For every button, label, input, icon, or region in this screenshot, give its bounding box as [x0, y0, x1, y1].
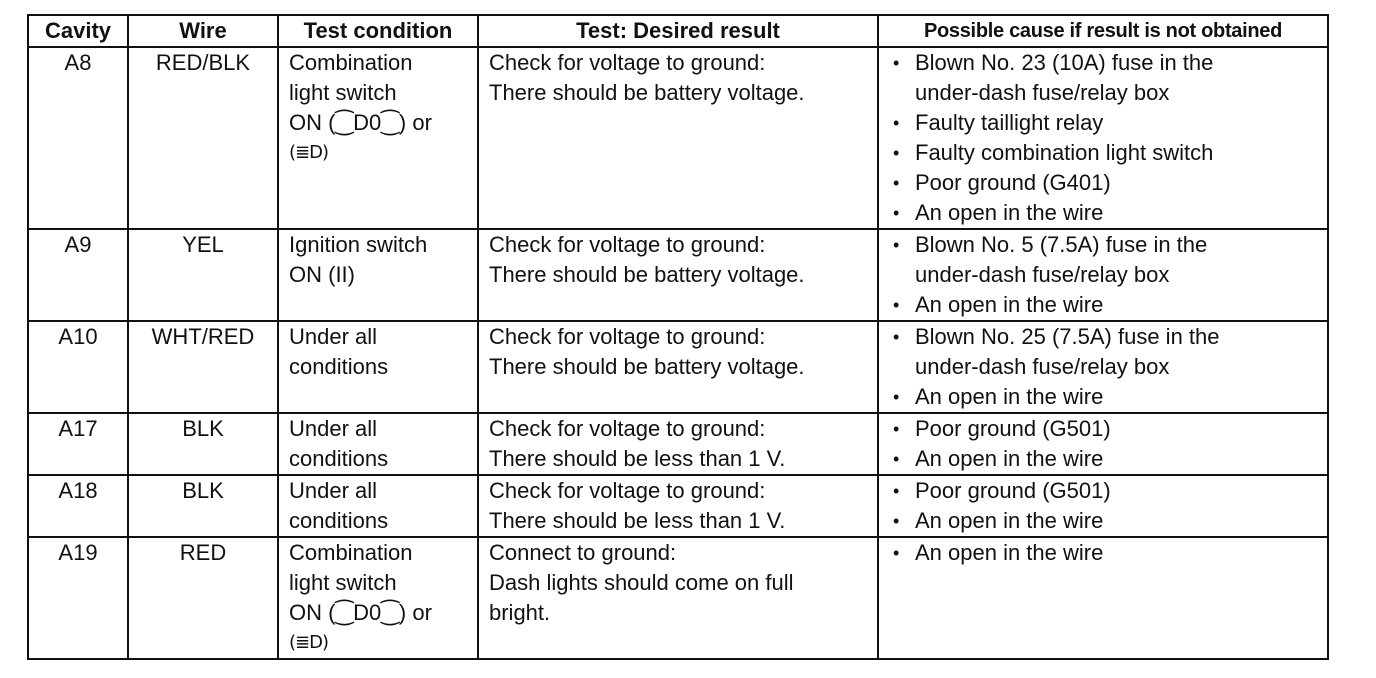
condition-line: conditions: [289, 508, 389, 533]
cause-line: • Faulty taillight relay: [915, 110, 1104, 135]
possible-cause-cell: [878, 229, 1328, 321]
cause-item: [889, 476, 1317, 506]
cause-item: [889, 230, 1317, 290]
condition-line: Combination: [289, 50, 413, 75]
wire-cell: WHT/RED: [128, 321, 278, 413]
cavity-cell: A9: [28, 229, 128, 321]
desired-result-cell: [478, 321, 878, 413]
wire-cell: YEL: [128, 229, 278, 321]
possible-cause-cell: [878, 413, 1328, 475]
condition-line: Under all: [289, 324, 378, 349]
desired-result-cell: [478, 229, 878, 321]
result-line: There should be battery voltage.: [489, 80, 805, 105]
header-possible-cause: Possible cause if result is not obtained: [878, 15, 1328, 47]
result-line: There should be battery voltage.: [489, 262, 805, 287]
test-condition-cell: [278, 321, 478, 413]
result-line: Check for voltage to ground:: [489, 416, 766, 441]
cause-line: under-dash fuse/relay box: [915, 354, 1170, 379]
header-row: [28, 15, 1328, 47]
cause-list: [889, 230, 1317, 320]
cavity-cell: A17: [28, 413, 128, 475]
result-line: Check for voltage to ground:: [489, 478, 766, 503]
cause-line: • An open in the wire: [915, 446, 1104, 471]
desired-result-cell: [478, 475, 878, 537]
condition-line: light switch: [289, 570, 397, 595]
cause-line: • An open in the wire: [915, 384, 1104, 409]
table-row: [28, 475, 1328, 537]
cause-line: • An open in the wire: [915, 200, 1104, 225]
result-line: Connect to ground:: [489, 540, 677, 565]
condition-line: ON (⁐D0⁐) or: [289, 110, 432, 135]
test-condition-cell: [278, 475, 478, 537]
condition-line: light switch: [289, 80, 397, 105]
desired-result-cell: [478, 413, 878, 475]
cause-item: [889, 538, 1317, 568]
connector-test-table: [27, 14, 1329, 660]
cause-line: • An open in the wire: [915, 292, 1104, 317]
table-row: [28, 47, 1328, 229]
cause-item: [889, 414, 1317, 444]
cause-line: under-dash fuse/relay box: [915, 262, 1170, 287]
condition-line: Under all: [289, 416, 378, 441]
cause-item: [889, 138, 1317, 168]
table-row: [28, 229, 1328, 321]
cause-list: [889, 414, 1317, 474]
table-row: [28, 537, 1328, 659]
test-condition-cell: [278, 537, 478, 659]
test-condition-cell: [278, 47, 478, 229]
wire-cell: BLK: [128, 413, 278, 475]
header-cavity: Cavity: [28, 15, 128, 47]
table-row: [28, 321, 1328, 413]
condition-line: ON (II): [289, 262, 355, 287]
desired-result-cell: [478, 47, 878, 229]
cause-list: [889, 322, 1317, 412]
cause-line: • An open in the wire: [915, 508, 1104, 533]
cause-item: [889, 382, 1317, 412]
wire-cell: BLK: [128, 475, 278, 537]
condition-line: Ignition switch: [289, 232, 428, 257]
wire-cell: RED/BLK: [128, 47, 278, 229]
result-line: Check for voltage to ground:: [489, 232, 766, 257]
condition-line: Combination: [289, 540, 413, 565]
cause-list: [889, 538, 1317, 568]
result-line: bright.: [489, 600, 551, 625]
cause-line: under-dash fuse/relay box: [915, 80, 1170, 105]
cause-item: [889, 48, 1317, 108]
condition-line: conditions: [289, 354, 389, 379]
cause-line: • Poor ground (G501): [915, 478, 1111, 503]
possible-cause-cell: [878, 537, 1328, 659]
possible-cause-cell: [878, 321, 1328, 413]
cause-item: [889, 506, 1317, 536]
cause-item: [889, 290, 1317, 320]
condition-line: conditions: [289, 446, 389, 471]
result-line: Check for voltage to ground:: [489, 50, 766, 75]
result-line: Check for voltage to ground:: [489, 324, 766, 349]
cause-list: [889, 48, 1317, 228]
result-line: There should be less than 1 V.: [489, 446, 786, 471]
header-wire: Wire: [128, 15, 278, 47]
test-condition-cell: [278, 413, 478, 475]
result-line: Dash lights should come on full: [489, 570, 794, 595]
desired-result-cell: [478, 537, 878, 659]
cavity-cell: A19: [28, 537, 128, 659]
condition-line: (≣D): [289, 142, 328, 163]
cause-item: [889, 322, 1317, 382]
header-test-condition: Test condition: [278, 15, 478, 47]
possible-cause-cell: [878, 47, 1328, 229]
table-row: [28, 413, 1328, 475]
cause-item: [889, 444, 1317, 474]
cause-line: • Poor ground (G401): [915, 170, 1111, 195]
cavity-cell: A18: [28, 475, 128, 537]
result-line: There should be battery voltage.: [489, 354, 805, 379]
cause-list: [889, 476, 1317, 536]
possible-cause-cell: [878, 475, 1328, 537]
cavity-cell: A8: [28, 47, 128, 229]
cause-item: [889, 168, 1317, 198]
cause-line: • Poor ground (G501): [915, 416, 1111, 441]
cause-line: • Faulty combination light switch: [915, 140, 1214, 165]
cause-line: • Blown No. 23 (10A) fuse in the: [915, 50, 1214, 75]
cause-line: • An open in the wire: [915, 540, 1104, 565]
cause-item: [889, 108, 1317, 138]
result-line: There should be less than 1 V.: [489, 508, 786, 533]
cause-item: [889, 198, 1317, 228]
test-condition-cell: [278, 229, 478, 321]
condition-line: ON (⁐D0⁐) or: [289, 600, 432, 625]
condition-line: (≣D): [289, 632, 328, 653]
cause-line: • Blown No. 5 (7.5A) fuse in the: [915, 232, 1208, 257]
wire-cell: RED: [128, 537, 278, 659]
condition-line: Under all: [289, 478, 378, 503]
cavity-cell: A10: [28, 321, 128, 413]
cause-line: • Blown No. 25 (7.5A) fuse in the: [915, 324, 1220, 349]
header-desired-result: Test: Desired result: [478, 15, 878, 47]
